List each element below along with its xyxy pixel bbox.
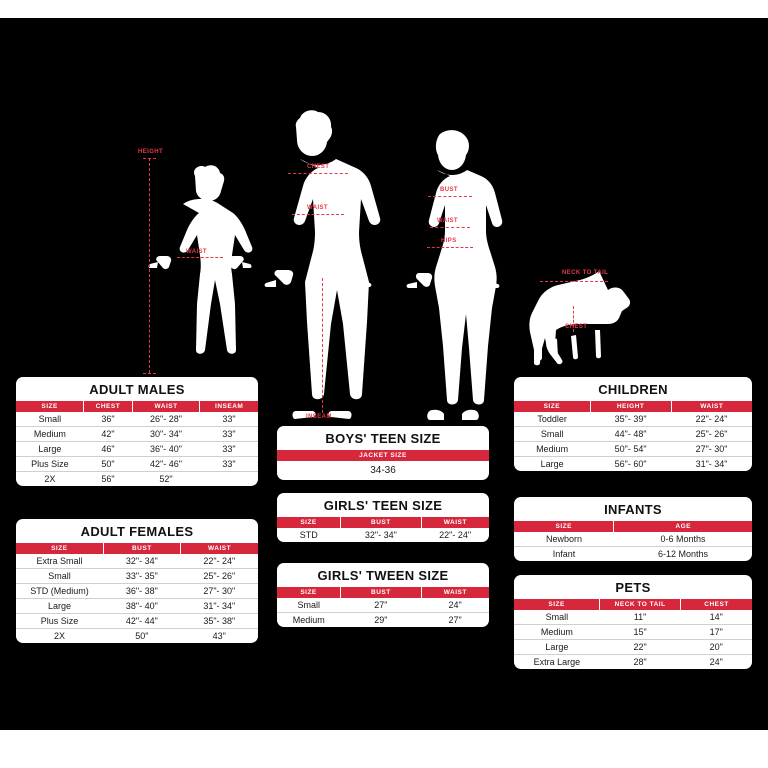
size-table xyxy=(514,521,752,561)
table-row: 2X 50" 43" xyxy=(54,631,226,641)
table-title: CHILDREN xyxy=(598,382,668,397)
col-header: INSEAM xyxy=(200,401,258,412)
child-height-cap-top xyxy=(143,158,156,159)
col-header: WAIST xyxy=(181,543,258,554)
table-header-row xyxy=(16,543,258,554)
table-row: Medium 29" 27" xyxy=(292,615,462,625)
table-title: GIRLS' TWEEN SIZE xyxy=(317,568,449,583)
col-header: SIZE xyxy=(277,587,341,598)
col-header: JACKET SIZE xyxy=(277,450,489,461)
child-height-cap-bottom xyxy=(143,373,156,374)
table-girls-tween-size xyxy=(277,563,489,627)
table-row: Medium 15" 17" xyxy=(514,625,752,640)
table-row: Newborn 0-6 Months xyxy=(514,532,752,547)
table-row: Large 22" 20" xyxy=(514,640,752,655)
col-header: SIZE xyxy=(16,543,103,554)
col-header: BUST xyxy=(103,543,180,554)
table-row: Large 38"- 40" 31"- 34" xyxy=(16,599,258,614)
table-pets xyxy=(514,575,752,669)
table-header-row xyxy=(514,521,752,532)
size-table xyxy=(514,401,752,471)
table-header-row xyxy=(277,517,489,528)
table-row: STD (Medium) 36"- 38" 27"- 30" xyxy=(16,584,258,599)
size-table xyxy=(277,587,489,627)
table-row: Large 46" 36"- 40" 33" xyxy=(16,442,258,457)
table-row: Plus Size 50" 42"- 46" 33" xyxy=(16,457,258,472)
table-row: Medium 50"- 54" 27"- 30" xyxy=(514,442,752,457)
col-header: CHEST xyxy=(84,401,132,412)
size-table xyxy=(514,599,752,669)
size-table xyxy=(16,401,258,486)
table-header-row xyxy=(514,401,752,412)
table-boys-teen-size xyxy=(277,426,489,480)
table-row: Small 36" 26"- 28" 33" xyxy=(16,412,258,427)
table-row: STD 32"- 34" 22"- 24" xyxy=(299,530,472,540)
col-header: CHEST xyxy=(681,599,752,610)
label-child-waist: WAIST xyxy=(186,249,207,255)
table-title: ADULT MALES xyxy=(89,382,185,397)
col-header: WAIST xyxy=(421,517,489,528)
chart-canvas xyxy=(0,18,768,730)
table-row: Extra Large 28" 24" xyxy=(533,657,723,667)
col-header: SIZE xyxy=(277,517,341,528)
child-waist-line xyxy=(177,257,223,258)
table-row: Small 44"- 48" 25"- 26" xyxy=(514,427,752,442)
col-header: AGE xyxy=(614,521,752,532)
col-header: SIZE xyxy=(16,401,84,412)
col-header: BUST xyxy=(341,517,422,528)
col-header: NECK TO TAIL xyxy=(600,599,681,610)
man-inseam-line xyxy=(322,278,323,413)
table-header-row xyxy=(16,401,258,412)
table-row: Small 11" 14" xyxy=(514,610,752,625)
table-girls-teen-size xyxy=(277,493,489,542)
table-row: Small 27" 24" xyxy=(277,598,489,613)
table-adult-males xyxy=(16,377,258,486)
label-woman-hips: HIPS xyxy=(441,238,457,244)
table-title: INFANTS xyxy=(604,502,662,517)
size-table xyxy=(16,543,258,643)
table-row: Toddler 35"- 39" 22"- 24" xyxy=(514,412,752,427)
table-row: Plus Size 42"- 44" 35"- 38" xyxy=(16,614,258,629)
table-row: Medium 42" 30"- 34" 33" xyxy=(16,427,258,442)
table-row: Infant 6-12 Months xyxy=(552,549,708,559)
col-header: WAIST xyxy=(671,401,752,412)
label-man-waist: WAIST xyxy=(307,205,328,211)
table-title: BOYS' TEEN SIZE xyxy=(325,431,441,446)
label-man-chest: CHEST xyxy=(307,164,330,170)
dog-neck-to-tail-line xyxy=(540,281,608,282)
child-height-line xyxy=(149,158,150,373)
table-infants xyxy=(514,497,752,561)
label-woman-waist: WAIST xyxy=(437,218,458,224)
table-row: 2X 56" 52" xyxy=(44,474,173,484)
label-dog-chest: CHEST xyxy=(565,324,588,330)
table-children xyxy=(514,377,752,471)
size-table xyxy=(277,517,489,542)
col-header: WAIST xyxy=(132,401,200,412)
woman-bust-line xyxy=(428,196,472,197)
table-row: Extra Small 32"- 34" 22"- 24" xyxy=(16,554,258,569)
woman-hips-line xyxy=(427,247,473,248)
table-title: PETS xyxy=(615,580,651,595)
label-woman-bust: BUST xyxy=(440,187,458,193)
col-header: BUST xyxy=(341,587,422,598)
col-header: HEIGHT xyxy=(590,401,671,412)
table-header-row xyxy=(514,599,752,610)
label-dog-neck-to-tail: NECK TO TAIL xyxy=(562,270,609,276)
table-row: 34-36 xyxy=(370,465,396,476)
table-adult-females xyxy=(16,519,258,643)
col-header: SIZE xyxy=(514,401,590,412)
woman-waist-line xyxy=(430,227,470,228)
table-header-row xyxy=(277,587,489,598)
table-header-row xyxy=(277,450,489,461)
col-header: SIZE xyxy=(514,521,614,532)
man-waist-line xyxy=(292,214,344,215)
table-title: GIRLS' TEEN SIZE xyxy=(323,498,443,513)
label-man-inseam: INSEAM xyxy=(306,414,332,420)
col-header: WAIST xyxy=(421,587,489,598)
size-table xyxy=(277,450,489,480)
table-row: Large 56"- 60" 31"- 34" xyxy=(540,459,728,469)
table-title: ADULT FEMALES xyxy=(80,524,194,539)
label-child-height: HEIGHT xyxy=(138,149,164,155)
man-chest-line xyxy=(288,173,348,174)
col-header: SIZE xyxy=(514,599,600,610)
table-row: Small 33"- 35" 25"- 26" xyxy=(16,569,258,584)
